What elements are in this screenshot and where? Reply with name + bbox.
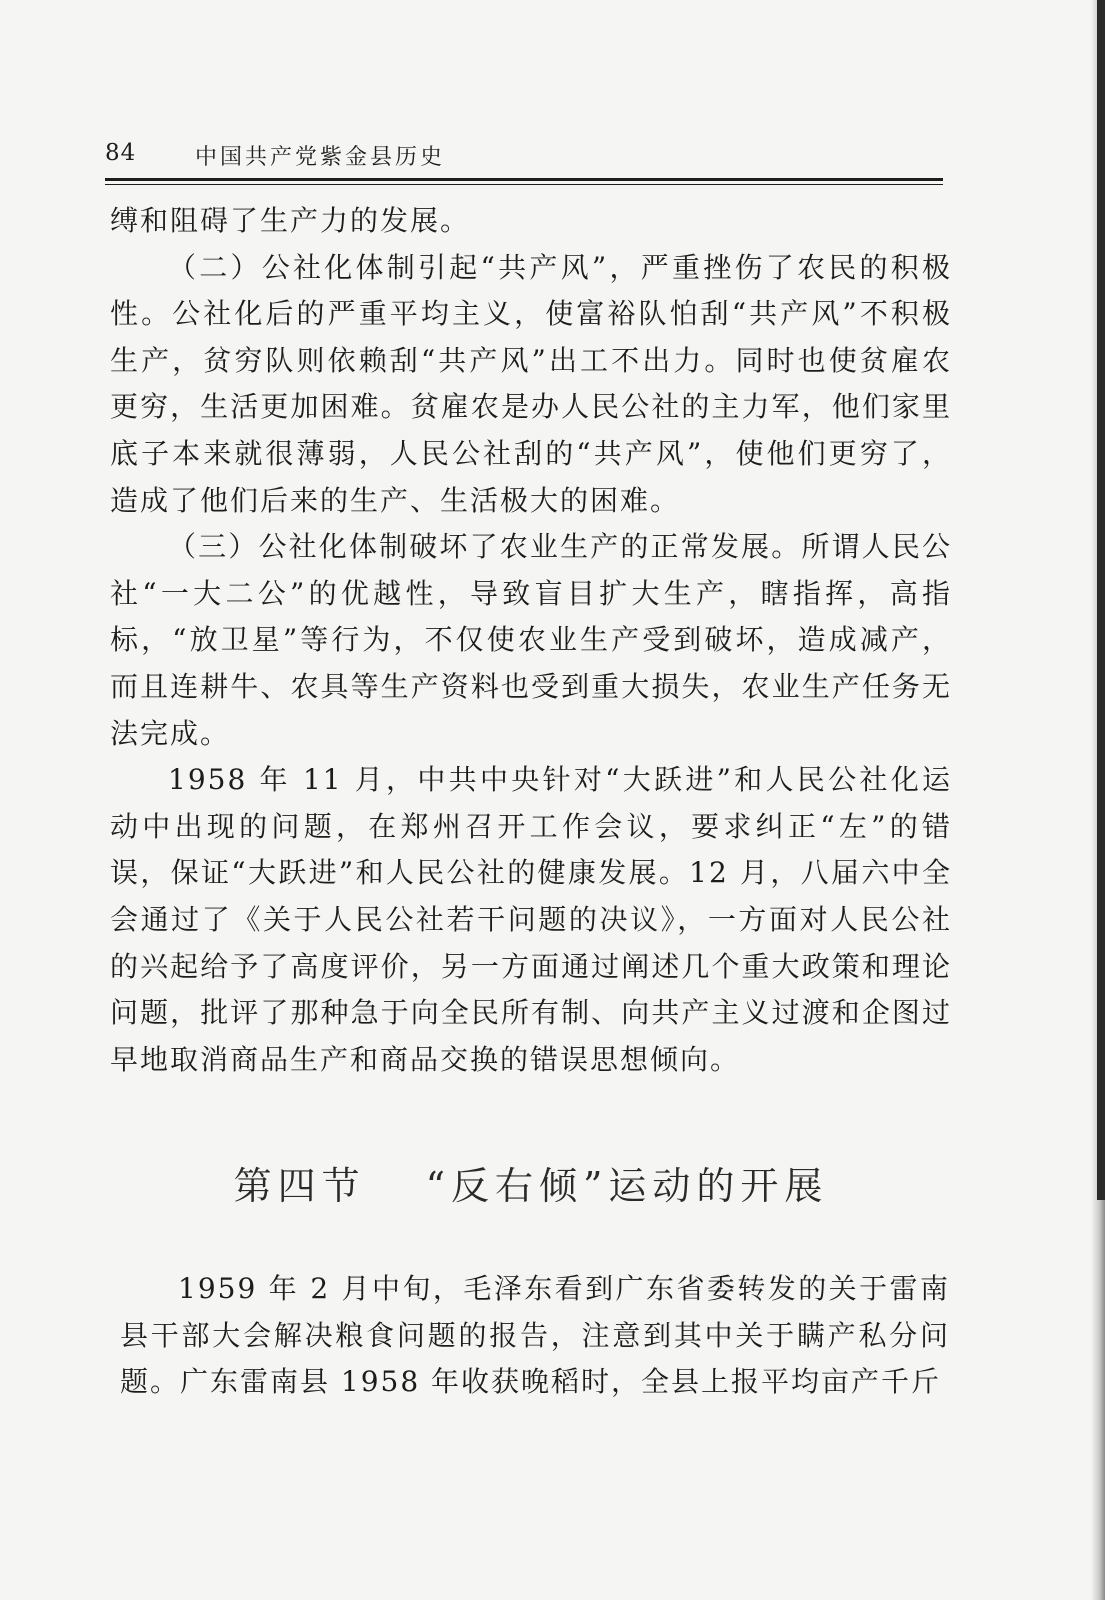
- header-rule-thin: [105, 184, 943, 185]
- page-number: 84: [105, 140, 137, 166]
- paragraph-continued: 缚和阻碍了生产力的发展。: [110, 204, 471, 237]
- paragraph-point-two: （二）公社化体制引起“共产风”，严重挫伤了农民的积极性。公社化后的严重平均主义，使富裕队怕刮“共产风”不积极生产，贫穷队则依赖刮“共产风”出工不出力。同时也使贫雇农更穷，生活更加困难。贫雇农是办人民公社的主力军，他们家里底子本来就很薄弱，人民公社刮的“共产风”，使他们更穷了，造成了他们后来的生产、生活极大的困难。: [110, 250, 952, 517]
- running-header: [105, 138, 943, 172]
- paragraph-point-three: （三）公社化体制破坏了农业生产的正常发展。所谓人民公社“一大二公”的优越性，导致盲目扩大生产，瞎指挥，高指标，“放卫星”等行为，不仅使农业生产受到破坏，造成减产，而且连耕牛、农具等生产资料也受到重大损失，农业生产任务无法完成。: [110, 530, 952, 750]
- section-number: 第四节: [233, 1164, 366, 1208]
- section-body: [120, 1266, 950, 1406]
- paragraph-1959: 1959 年 2 月中旬，毛泽东看到广东省委转发的关于雷南县干部大会解决粮食问题的报告，注意到其中关于瞒产私分问题。广东雷南县 1958 年收获晚稻时，全县上报平均亩产千斤: [120, 1272, 950, 1399]
- header-rule-thick: [105, 178, 943, 181]
- paragraph-1958: 1958 年 11 月，中共中央针对“大跃进”和人民公社化运动中出现的问题，在郑州召开工作会议，要求纠正“左”的错误，保证“大跃进”和人民公社的健康发展。12 月，八届六中全会通过了《关于人民公社若干问题的决议》，一方面对人民公社的兴起给予了高度评价，另一方面通过阐述几个重大政策和理论问题，批评了那种急于向全民所有制、向共产主义过渡和企图过早地取消商品生产和商品交换的错误思想倾向。: [110, 763, 952, 1076]
- body-text: [110, 198, 952, 1083]
- section-heading: [110, 1155, 952, 1210]
- page-edge-dark: [1097, 0, 1105, 1200]
- running-title: 中国共产党紫金县历史: [195, 145, 446, 170]
- section-title: “反右倾”运动的开展: [425, 1164, 829, 1208]
